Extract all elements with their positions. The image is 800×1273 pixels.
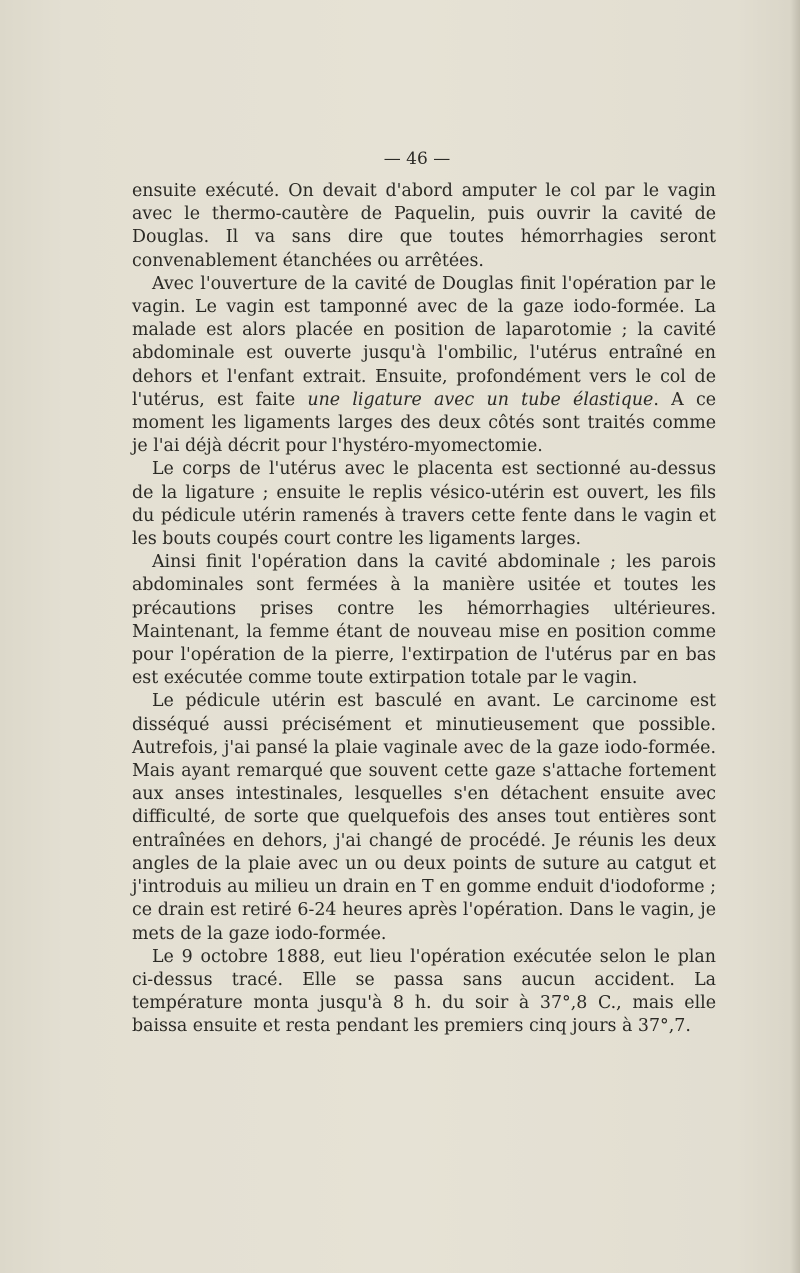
- paragraph: [132, 273, 716, 459]
- text-run: Ainsi finit l'opération dans la cavité abdominale ; les parois abdominales sont fermées à la manière usitée et toutes les précautions prises contre les hémorrhagies ultérieures. Maintenant, la femme étant de nouveau mise en position comme pour l'opération de la pierre, l'extirpation de l'utérus par en bas est exécutée comme toute extirpation totale par le vagin.: [132, 552, 716, 689]
- paragraph: [132, 458, 716, 551]
- paragraph: [132, 690, 716, 945]
- text-run: Le corps de l'utérus avec le placenta est sectionné au-dessus de la ligature ; ensuite le replis vésico-utérin est ouvert, les fils du pédicule utérin ramenés à travers cette fente dans le vagin et les bouts coupés court contre les ligaments larges.: [132, 459, 716, 550]
- body-text: [132, 180, 716, 1039]
- italic-run: une ligature avec un tube élastique: [307, 389, 654, 410]
- text-run: Le pédicule utérin est basculé en avant. Le carcinome est disséqué aussi précisément et minutieusement que possible. Autrefois, j'ai pansé la plaie vaginale avec de la gaze iodo-formée. Mais ayant remarqué que souvent cette gaze s'attache fortement aux anses intestinales, lesquelles s'en détachent ensuite avec difficulté, de sorte que quelquefois des anses tout entières sont entraînées en dehors, j'ai changé de procédé. Je réunis les deux angles de la plaie avec un ou deux points de suture au catgut et j'introduis au milieu un drain en T en gomme enduit d'iodoforme ; ce drain est retiré 6-24 heures après l'opération. Dans le vagin, je mets de la gaze iodo-formée.: [132, 691, 716, 944]
- page-number: — 46 —: [383, 149, 451, 169]
- text-run: . A ce moment les ligaments larges des deux côtés sont traités comme je l'ai déjà décrit pour l'hystéro-myomectomie.: [132, 389, 716, 457]
- text-run: ensuite exécuté. On devait d'abord amputer le col par le vagin avec le thermo-cautère de Paquelin, puis ouvrir la cavité de Douglas. Il va sans dire que toutes hémorrhagies seront convenablement étanchées ou arrêtées.: [132, 181, 716, 271]
- text-run: Avec l'ouverture de la cavité de Douglas finit l'opération par le vagin. Le vagin est tamponné avec de la gaze iodo-formée. La malade est alors placée en position de laparotomie ; la cavité abdominale est ouverte jusqu'à l'ombilic, l'utérus entraîné en dehors et l'enfant extrait. Ensuite, profondément vers le col de l'utérus, est faite: [132, 273, 716, 410]
- paragraph: [132, 180, 716, 273]
- text-run: Le 9 octobre 1888, eut lieu l'opération exécutée selon le plan ci-dessus tracé. Elle se passa sans aucun accident. La température monta jusqu'à 8 h. du soir à 37°,8 C., mais elle baissa ensuite et resta pendant les premiers cinq jours à 37°,7.: [132, 946, 716, 1037]
- page-edge-shadow: [790, 0, 800, 1273]
- paragraph: [132, 946, 716, 1039]
- paragraph: [132, 551, 716, 690]
